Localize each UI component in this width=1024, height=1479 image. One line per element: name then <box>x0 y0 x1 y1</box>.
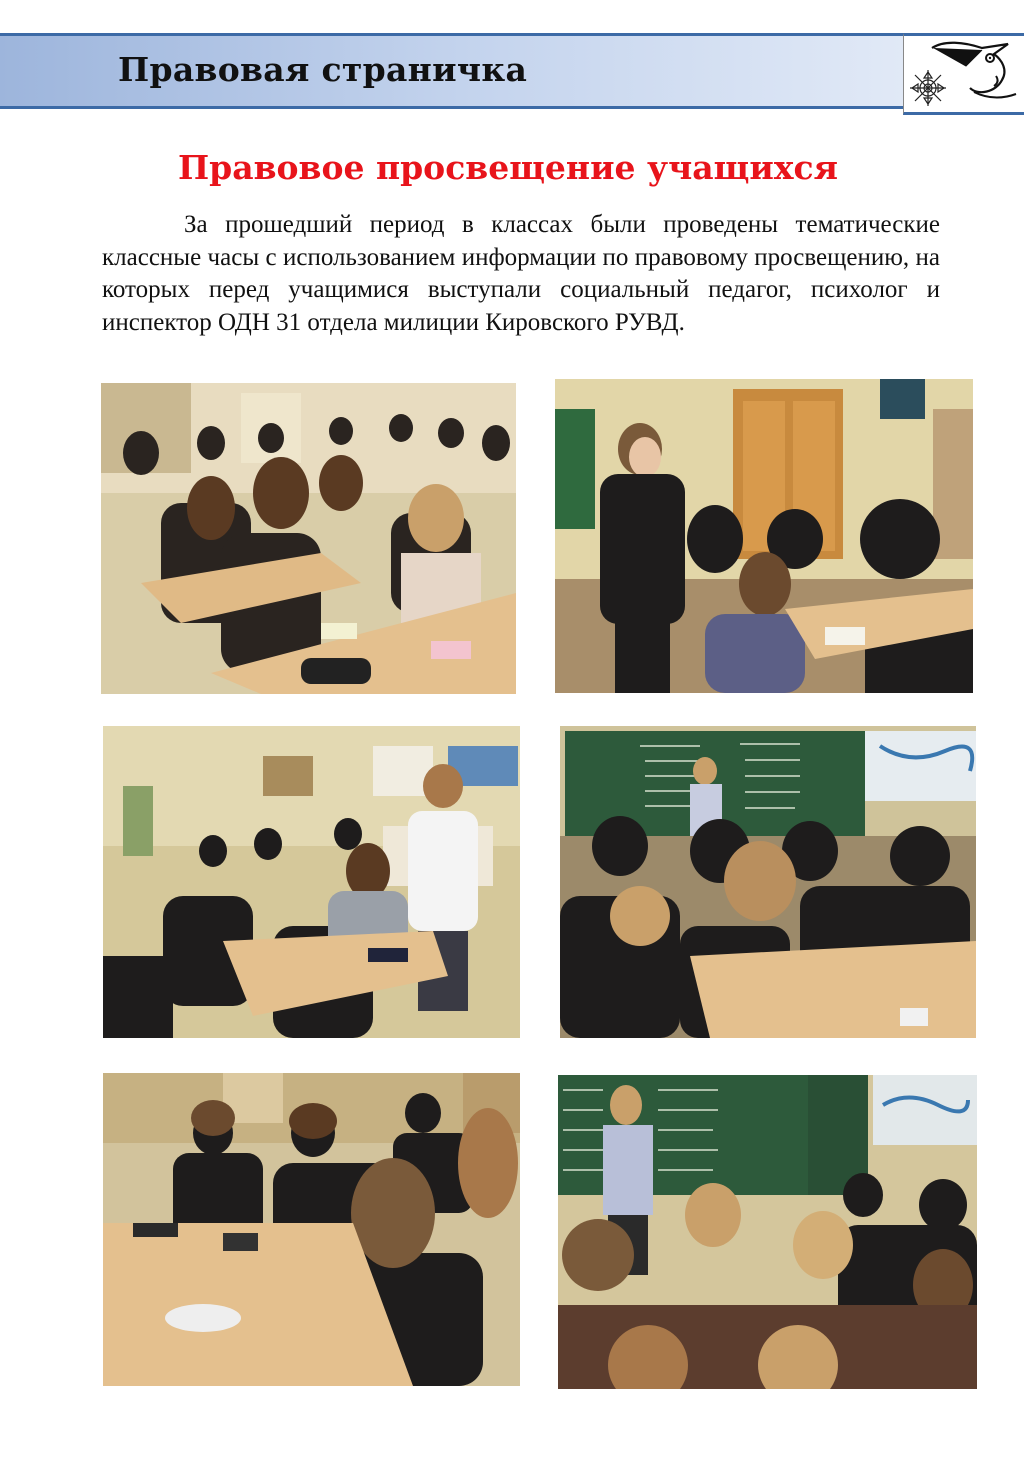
photo-inspector-at-blackboard <box>560 726 976 1038</box>
article-paragraph: За прошедший период в классах были проведены тематические классные часы с использованием информации по правовому просвещению, на которых перед учащимися выступали социальный педагог, психолог и инспектор ОДН 31 отдела милиции Кировского РУВД. <box>102 211 940 336</box>
header-banner <box>0 33 1024 109</box>
photo-boy-standing-class <box>103 726 520 1038</box>
section-title: Правовая страничка <box>118 50 528 89</box>
photo-teacher-standing <box>555 379 973 693</box>
photo-students-writing <box>103 1073 520 1386</box>
article-title: Правовое просвещение учащихся <box>177 148 839 187</box>
photo-students-at-desks <box>101 383 516 694</box>
pelican-logo-icon <box>903 33 1024 115</box>
photo-inspector-presentation <box>558 1075 977 1389</box>
